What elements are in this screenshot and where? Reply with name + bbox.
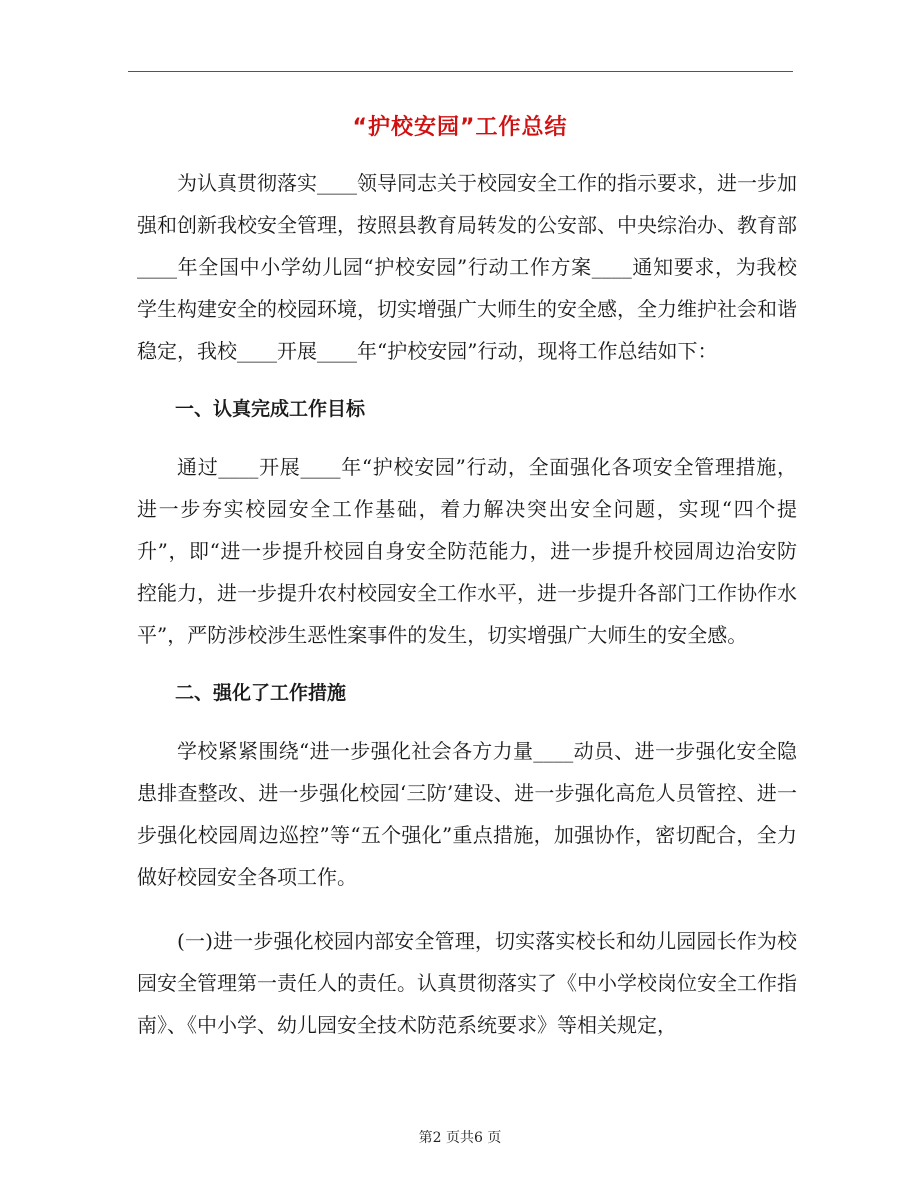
- page-number: 第2 页共6 页: [418, 1130, 502, 1146]
- section-1-paragraph: 通过____开展____年“护校安园”行动，全面强化各项安全管理措施，进一步夯实校园安全工作基础，着力解决突出安全问题，实现“四个提升”，即“进一步提升校园自身安全防范能力，进一步提升校园周边治安防控能力，进一步提升农村校园安全工作水平，进一步提升各部门工作协作水平”，严防涉校涉生恶性案事件的发生，切实增强广大师生的安全感。: [137, 455, 797, 647]
- section-2-paragraph: 学校紧紧围绕“进一步强化社会各方力量____动员、进一步强化安全隐患排查整改、进一步强化校园‘三防’建设、进一步强化高危人员管控、进一步强化校园周边巡控”等“五个强化”重点措施，加强协作，密切配合，全力做好校园安全各项工作。: [137, 739, 797, 889]
- intro-paragraph: 为认真贯彻落实____领导同志关于校园安全工作的指示要求，进一步加强和创新我校安全管理，按照县教育局转发的公安部、中央综治办、教育部____年全国中小学幼儿园“护校安园”行动工作方案____通知要求，为我校学生构建安全的校园环境，切实增强广大师生的安全感，全力维护社会和谐稳定，我校____开展____年“护校安园”行动，现将工作总结如下：: [137, 171, 797, 363]
- document-body: [137, 162, 797, 1046]
- section-heading-2: 二、强化了工作措施: [175, 682, 347, 704]
- document-title: “护校安园”工作总结: [352, 115, 568, 140]
- subsection-1-paragraph: (一)进一步强化校园内部安全管理，切实落实校长和幼儿园园长作为校园安全管理第一责任人的责任。认真贯彻落实了《中小学校岗位安全工作指南》、《中小学、幼儿园安全技术防范系统要求》等相关规定，: [137, 929, 797, 1037]
- header-rule: [128, 71, 793, 72]
- section-heading-1: 一、认真完成工作目标: [175, 398, 366, 420]
